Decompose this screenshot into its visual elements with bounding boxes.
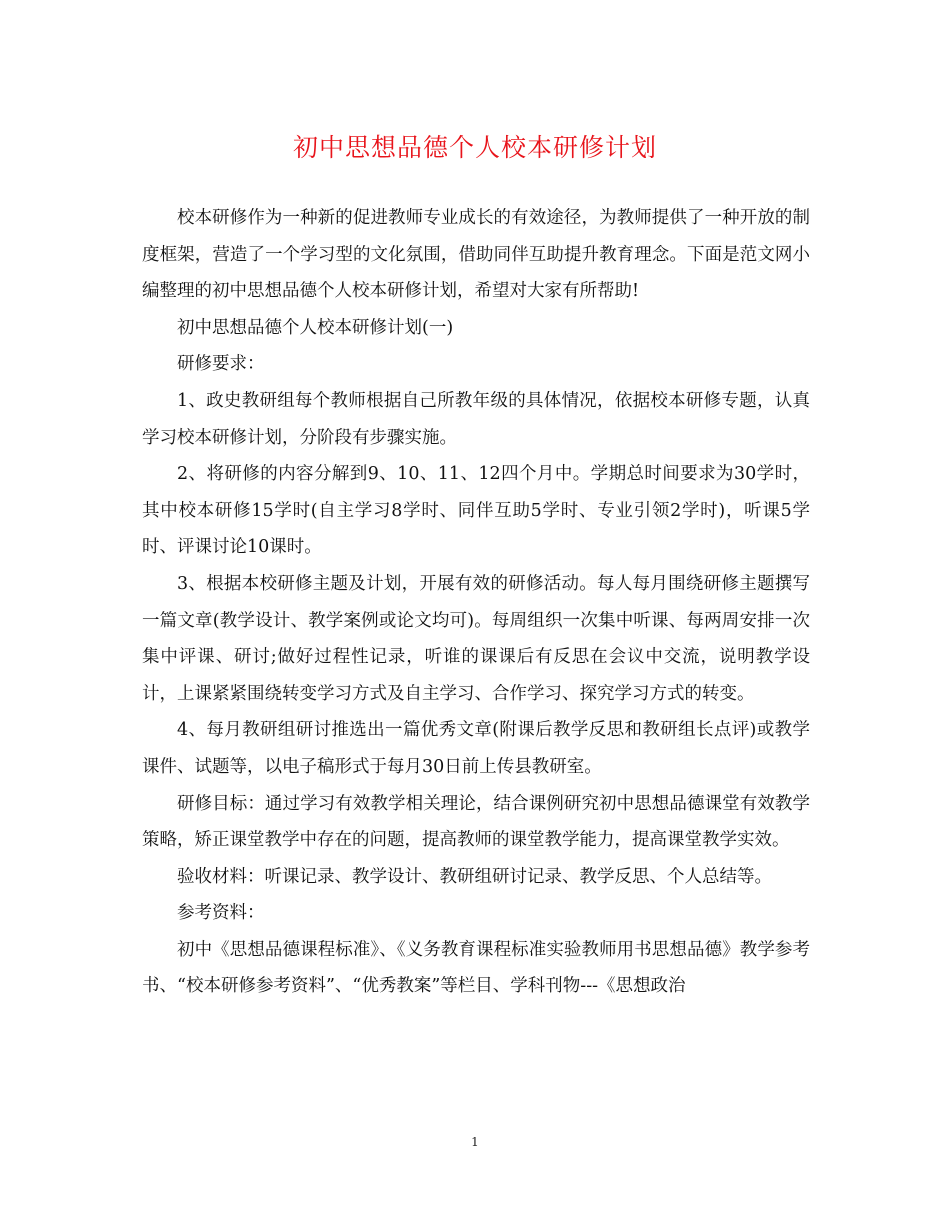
- paragraph-item-1: 1、政史教研组每个教师根据自己所教年级的具体情况，依据校本研修专题，认真学习校本研修计划，分阶段有步骤实施。: [142, 390, 810, 448]
- paragraph-acceptance: 验收材料：听课记录、教学设计、教研组研讨记录、教学反思、个人总结等。: [177, 866, 772, 887]
- paragraph-plan-heading: 初中思想品德个人校本研修计划(一): [177, 317, 454, 338]
- paragraph-references: 初中《思想品德课程标准》、《义务教育课程标准实验教师用书思想品德》教学参考书、“校本研修参考资料”、“优秀教案”等栏目、学科刊物---《思想政治: [142, 939, 810, 997]
- paragraph-item-4: 4、每月教研组研讨推选出一篇优秀文章(附课后教学反思和教研组长点评)或教学课件、试题等，以电子稿形式于每月30日前上传县教研室。: [142, 720, 810, 777]
- paragraph-item-3: 3、根据本校研修主题及计划，开展有效的研修活动。每人每月围绕研修主题撰写一篇文章(教学设计、教学案例或论文均可)。每周组织一次集中听课、每两周安排一次集中评课、研讨;做好过程性记录，听谁的课课后有反思在会议中交流，说明教学设计，上课紧紧围绕转变学习方式及自主学习、合作学习、探究学习方式的转变。: [142, 573, 810, 704]
- document-body: [142, 200, 810, 1005]
- paragraph-intro: 校本研修作为一种新的促进教师专业成长的有效途径，为教师提供了一种开放的制度框架，营造了一个学习型的文化氛围，借助同伴互助提升教育理念。下面是范文网小编整理的初中思想品德个人校本研修计划，希望对大家有所帮助!: [142, 208, 810, 302]
- paragraph-references-heading: 参考资料：: [177, 903, 265, 924]
- paragraph-requirements-heading: 研修要求：: [177, 354, 265, 375]
- page-number: 1: [471, 1135, 479, 1149]
- paragraph-goals: 研修目标：通过学习有效教学相关理论，结合课例研究初中思想品德课堂有效教学策略，矫正课堂教学中存在的问题，提高教师的课堂教学能力，提高课堂教学实效。: [142, 793, 810, 851]
- paragraph-item-2: 2、将研修的内容分解到9、10、11、12四个月中。学期总时间要求为30学时，其中校本研修15学时(自主学习8学时、同伴互助5学时、专业引领2学时)，听课5学时、评课讨论10课时。: [142, 464, 810, 558]
- document-title: 初中思想品德个人校本研修计划: [292, 133, 657, 162]
